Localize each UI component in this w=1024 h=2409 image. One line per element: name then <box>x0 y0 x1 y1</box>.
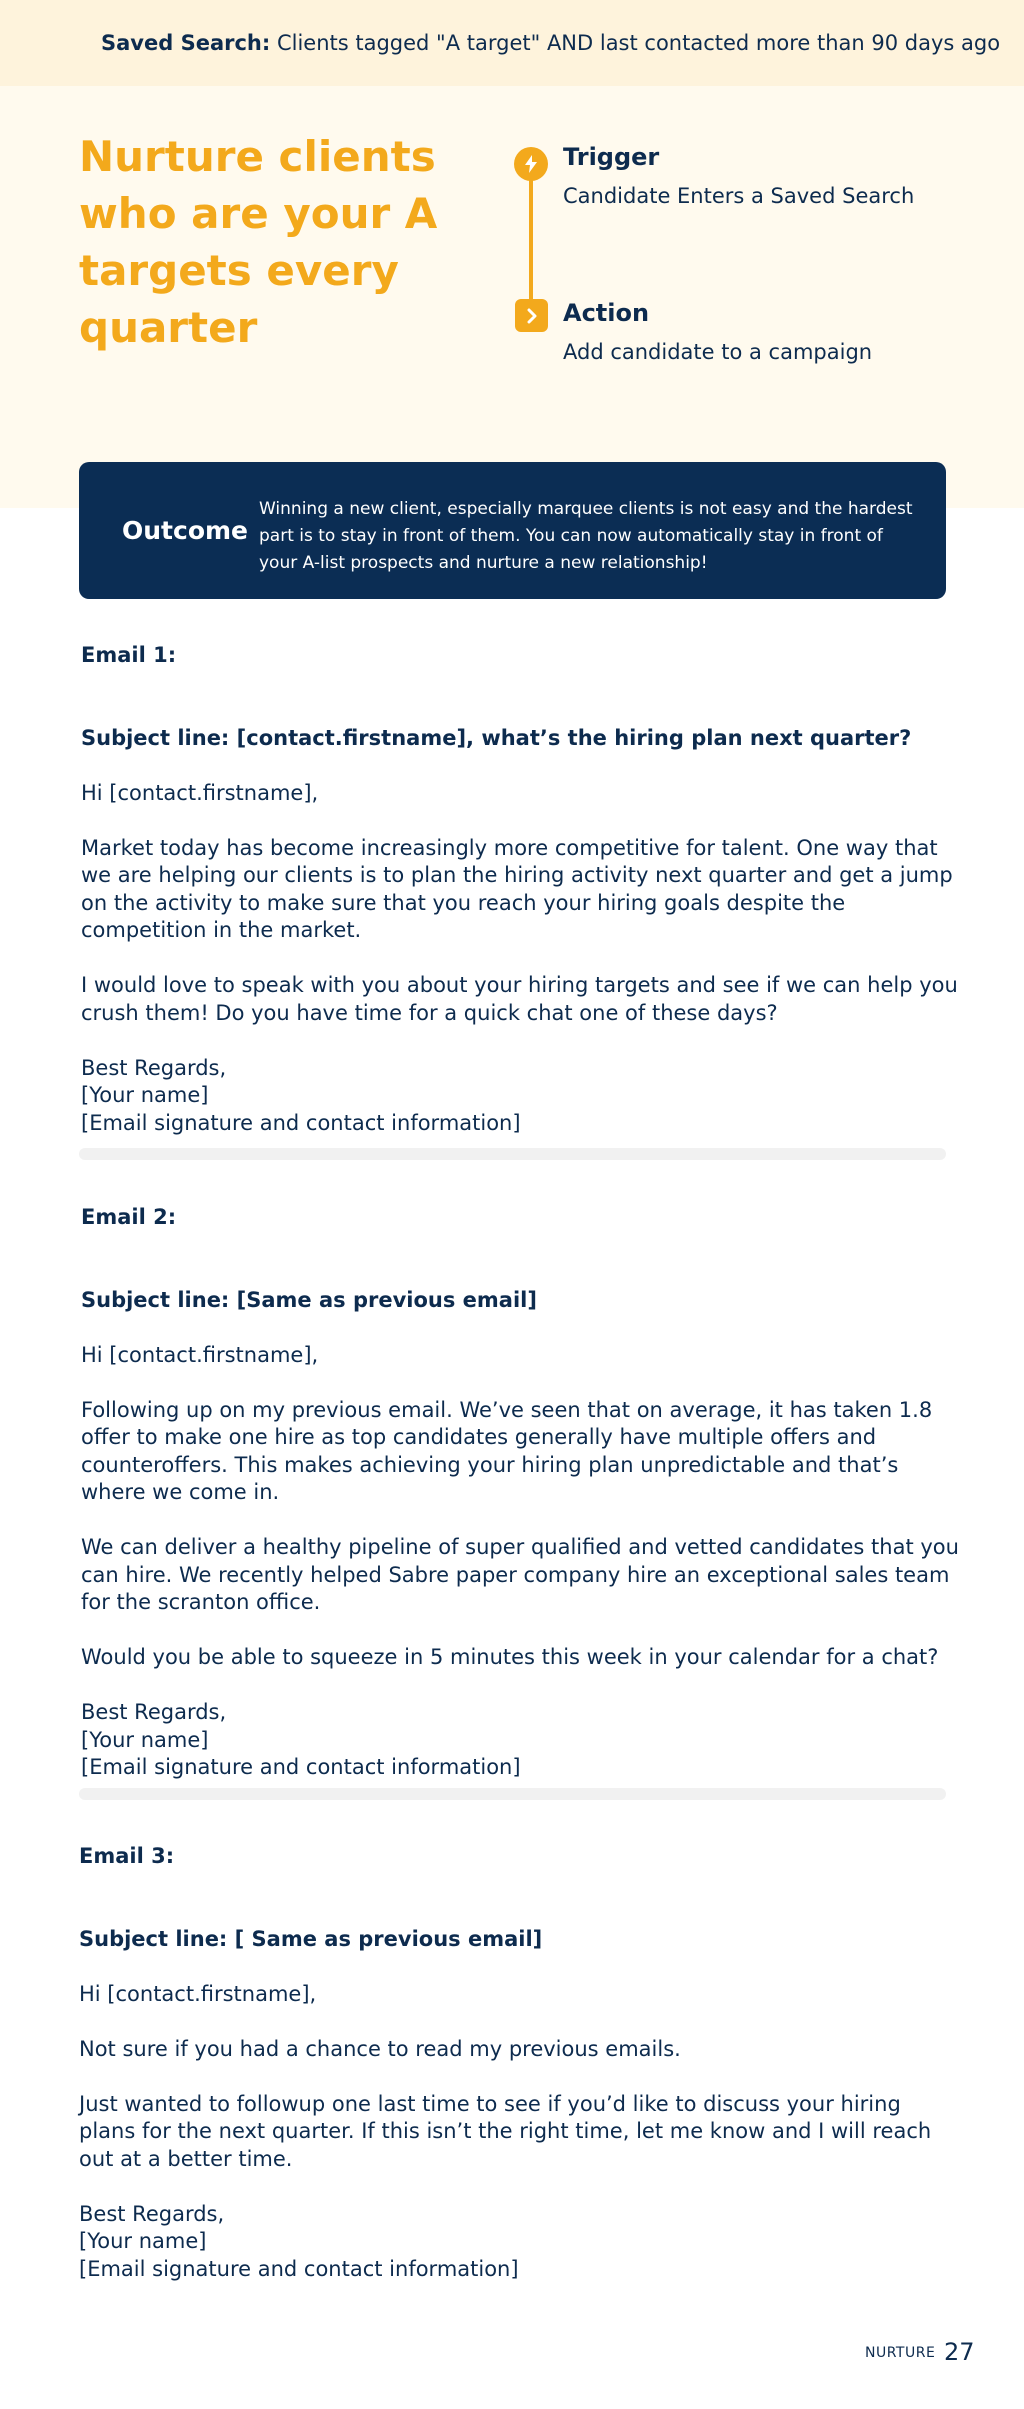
outcome-text: Winning a new client, especially marquee clients is not easy and the hardest part is to stay in front of them. You can now automatically stay in front of your A-list prospects and nurture a new relationship! <box>259 499 913 573</box>
chevron-right-icon <box>515 299 548 332</box>
email-signoff: Best Regards, <box>79 2201 225 2226</box>
email-paragraph: We can deliver a healthy pipeline of super qualified and vetted candidates that you can hire. We recently helped Sabre paper company hire an exceptional sales team for the scranton office. <box>81 1535 959 1614</box>
flow-connector <box>529 163 533 300</box>
saved-search-label: Saved Search: <box>101 31 271 55</box>
email-name: [Your name] <box>79 2229 207 2253</box>
email-subject: Subject line: [ Same as previous email] <box>79 1926 543 1951</box>
footer-section-label: NURTURE <box>865 2345 936 2361</box>
email-paragraph: Market today has become increasingly more competitive for talent. One way that we are helping our clients is to plan the hiring activity next quarter and get a jump on the activity to make sure that you reach your hiring goals despite the competition in the market. <box>81 835 953 942</box>
page-number: 27 <box>944 2338 975 2366</box>
page-title: Nurture clients who are your A targets every quarter <box>79 132 438 352</box>
email-signature: [Email signature and contact information] <box>79 2256 519 2281</box>
email-title: Email 2: <box>81 1205 177 1229</box>
email-2 <box>81 1204 961 1782</box>
section-divider <box>79 1788 946 1800</box>
trigger-title: Trigger <box>563 143 660 171</box>
saved-search-text: Clients tagged "A target" AND last contacted more than 90 days ago <box>276 31 1001 55</box>
email-greeting: Hi [contact.firstname], <box>81 780 319 805</box>
email-subject: Subject line: [Same as previous email] <box>81 1287 537 1312</box>
action-title: Action <box>563 299 650 327</box>
action-description: Add candidate to a campaign <box>563 340 873 364</box>
email-title: Email 3: <box>79 1844 175 1868</box>
outcome-label: Outcome <box>122 516 249 545</box>
email-paragraph: Just wanted to followup one last time to see if you’d like to discuss your hiring plans for the next quarter. If this isn’t the right time, let me know and I will reach out at a better time. <box>79 2091 932 2171</box>
email-paragraph: Following up on my previous email. We’ve seen that on average, it has taken 1.8 offer to make one hire as top candidates generally have multiple offers and counteroffers. This makes achieving your hiring plan unpredictable and that’s where we come in. <box>81 1397 933 1504</box>
email-title: Email 1: <box>81 643 177 667</box>
email-3 <box>79 1843 959 2283</box>
email-signature: [Email signature and contact information] <box>81 1755 521 1779</box>
saved-search-bar <box>0 0 1024 86</box>
email-greeting: Hi [contact.firstname], <box>79 1981 317 2006</box>
section-divider <box>79 1148 946 1160</box>
trigger-description: Candidate Enters a Saved Search <box>563 184 915 208</box>
email-name: [Your name] <box>81 1083 209 1107</box>
email-paragraph: Would you be able to squeeze in 5 minutes this week in your calendar for a chat? <box>81 1645 939 1669</box>
email-name: [Your name] <box>81 1727 209 1752</box>
email-1 <box>81 642 961 1137</box>
email-greeting: Hi [contact.firstname], <box>81 1342 319 1367</box>
outcome-box <box>79 462 946 599</box>
email-signature: [Email signature and contact information] <box>81 1110 521 1135</box>
lightning-icon <box>514 147 548 181</box>
email-signoff: Best Regards, <box>81 1055 227 1080</box>
email-paragraph: Not sure if you had a chance to read my previous emails. <box>79 2036 681 2061</box>
email-paragraph: I would love to speak with you about your hiring targets and see if we can help you crush them! Do you have time for a quick chat one of these days? <box>81 973 958 1025</box>
email-subject: Subject line: [contact.firstname], what’s the hiring plan next quarter? <box>81 725 912 750</box>
email-signoff: Best Regards, <box>81 1700 227 1724</box>
